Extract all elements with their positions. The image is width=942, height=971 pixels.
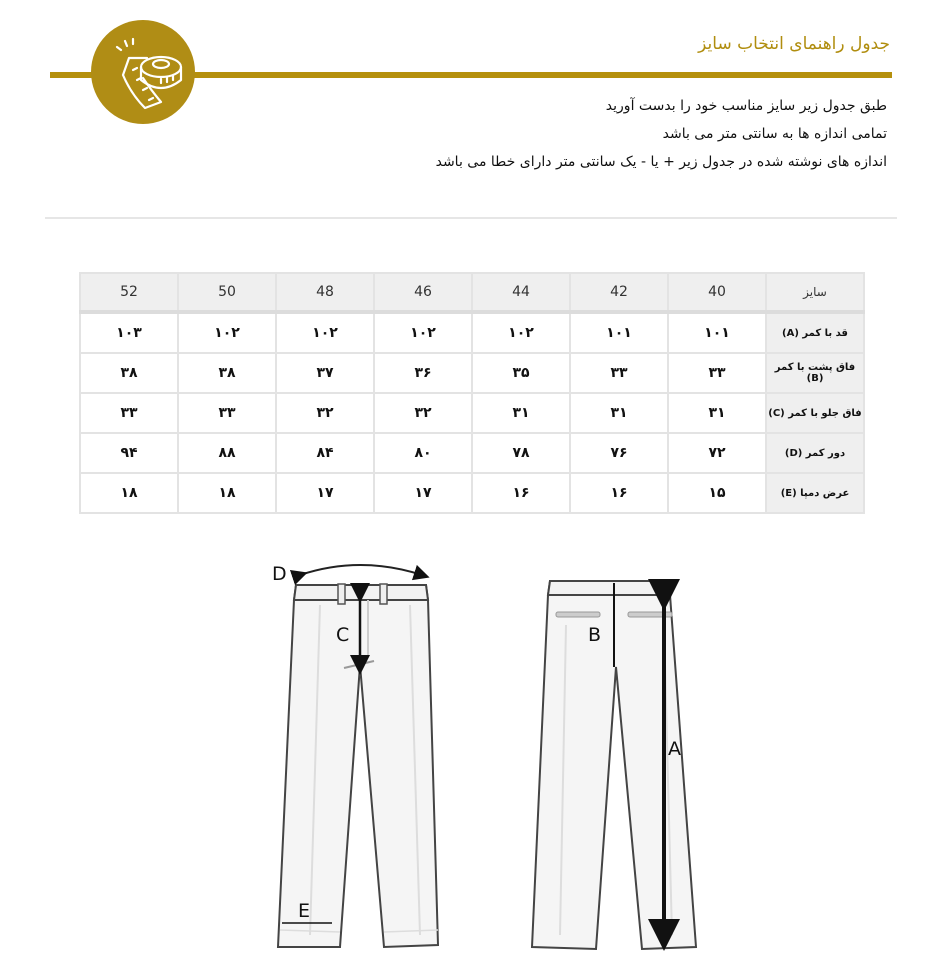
label-e: E: [298, 900, 311, 922]
table-cell: ۸۸: [178, 433, 276, 473]
page-title: جدول راهنمای انتخاب سایز: [698, 34, 890, 54]
table-cell: ۱۰۳: [80, 312, 178, 353]
size-header: 50: [178, 273, 276, 312]
size-header: 48: [276, 273, 374, 312]
table-cell: ۱۰۲: [276, 312, 374, 353]
table-cell: ۸۴: [276, 433, 374, 473]
size-label-header: سایز: [766, 273, 864, 312]
table-cell: ۳۲: [276, 393, 374, 433]
label-d: D: [272, 563, 287, 585]
row-label: دور کمر (D): [766, 433, 864, 473]
table-cell: ۱۸: [178, 473, 276, 513]
table-cell: ۳۲: [374, 393, 472, 433]
size-header: 52: [80, 273, 178, 312]
table-cell: ۱۸: [80, 473, 178, 513]
row-label: قد با کمر (A): [766, 312, 864, 353]
table-cell: ۷۸: [472, 433, 570, 473]
table-cell: ۱۷: [374, 473, 472, 513]
table-cell: ۳۸: [178, 353, 276, 393]
table-cell: ۹۴: [80, 433, 178, 473]
table-cell: ۳۳: [80, 393, 178, 433]
table-row: [80, 473, 864, 513]
size-header: 42: [570, 273, 668, 312]
table-cell: ۱۰۲: [374, 312, 472, 353]
table-cell: ۳۸: [80, 353, 178, 393]
tape-measure-icon: [91, 20, 195, 124]
table-cell: ۳۱: [570, 393, 668, 433]
table-cell: ۱۶: [472, 473, 570, 513]
table-cell: ۳۳: [668, 353, 766, 393]
header-badge: [91, 20, 195, 124]
label-a: A: [668, 738, 681, 760]
section-divider: [45, 217, 897, 219]
table-cell: ۳۶: [374, 353, 472, 393]
table-row: [80, 393, 864, 433]
row-label: فاق پشت با کمر (B): [766, 353, 864, 393]
table-header-row: [80, 273, 864, 312]
table-row: [80, 353, 864, 393]
table-cell: ۳۵: [472, 353, 570, 393]
table-cell: ۱۵: [668, 473, 766, 513]
table-row: [80, 433, 864, 473]
front-pants-illustration: [278, 584, 438, 947]
table-cell: ۸۰: [374, 433, 472, 473]
table-cell: ۱۶: [570, 473, 668, 513]
size-header: 46: [374, 273, 472, 312]
intro-line: تمامی اندازه ها به سانتی متر می باشد: [662, 126, 887, 142]
table-cell: ۳۱: [472, 393, 570, 433]
table-cell: ۱۰۱: [570, 312, 668, 353]
intro-line: طبق جدول زیر سایز مناسب خود را بدست آورید: [605, 98, 887, 114]
table-cell: ۱۰۲: [178, 312, 276, 353]
table-cell: ۱۷: [276, 473, 374, 513]
row-label: عرض دمپا (E): [766, 473, 864, 513]
intro-text: [436, 92, 887, 176]
table-cell: ۷۶: [570, 433, 668, 473]
table-cell: ۷۲: [668, 433, 766, 473]
table-row: [80, 312, 864, 353]
row-label: فاق جلو با کمر (C): [766, 393, 864, 433]
size-header: 40: [668, 273, 766, 312]
waist-arrow-d: [300, 565, 422, 575]
size-header: 44: [472, 273, 570, 312]
table-cell: ۱۰۲: [472, 312, 570, 353]
table-cell: ۱۰۱: [668, 312, 766, 353]
table-cell: ۳۳: [178, 393, 276, 433]
table-cell: ۳۳: [570, 353, 668, 393]
intro-line: اندازه های نوشته شده در جدول زیر + یا - یک سانتی متر دارای خطا می باشد: [435, 154, 887, 170]
size-table: [79, 272, 865, 514]
label-b: B: [588, 624, 602, 646]
label-c: C: [336, 624, 350, 646]
pants-diagram: [260, 555, 720, 955]
table-cell: ۳۷: [276, 353, 374, 393]
table-cell: ۳۱: [668, 393, 766, 433]
